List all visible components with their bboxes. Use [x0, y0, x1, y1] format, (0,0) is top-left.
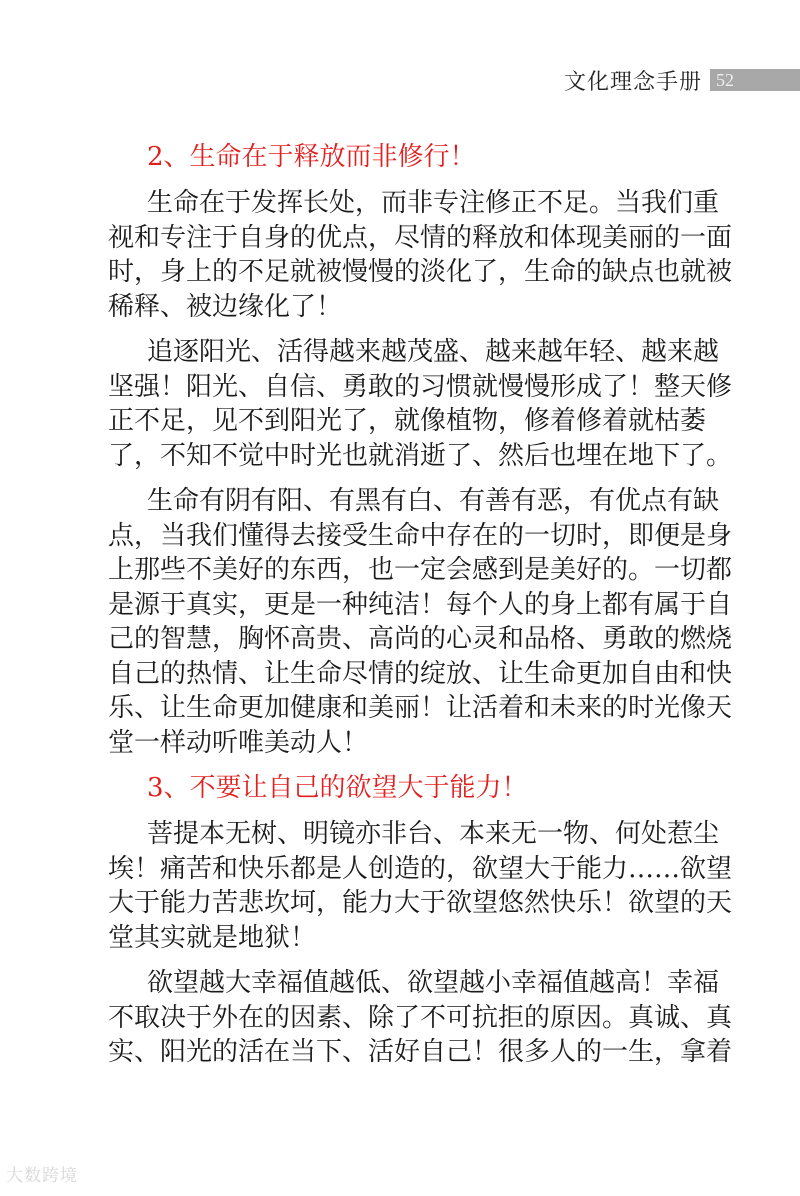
paragraph	[108, 186, 733, 324]
text-line: 追逐阳光、活得越来越茂盛、越来越年轻、越来越	[147, 337, 720, 367]
text-line: 稀释、被边缘化了！	[108, 291, 343, 322]
text-line: 上那些不美好的东西，也一定会感到是美好的。一切都	[108, 555, 733, 585]
text-line: 己的智慧，胸怀高贵、高尚的心灵和品格、勇敢的燃烧	[108, 624, 733, 654]
text-line: 欲望越大幸福值越低、欲望越小幸福值越高！幸福	[147, 968, 720, 998]
book-title: 文化理念手册	[563, 69, 702, 95]
text-line: 正不足，见不到阳光了，就像植物，修着修着就枯萎	[108, 406, 707, 436]
section-heading: 3、不要让自己的欲望大于能力！	[147, 773, 528, 803]
text-line: 乐、让生命更加健康和美丽！让活着和未来的时光像天	[108, 693, 733, 723]
watermark: 大数跨境	[6, 1166, 78, 1186]
page-content	[108, 140, 733, 1081]
text-line: 菩提本无树、明镜亦非台、本来无一物、何处惹尘	[147, 819, 720, 849]
text-line: 坚强！阳光、自信、勇敢的习惯就慢慢形成了！整天修	[108, 371, 733, 402]
text-line: 堂一样动听唯美动人！	[108, 727, 369, 758]
text-line: 生命有阴有阳、有黑有白、有善有恶，有优点有缺	[147, 486, 720, 516]
paragraph	[108, 484, 733, 760]
text-line: 不取决于外在的因素、除了不可抗拒的原因。真诚、真	[108, 1002, 733, 1033]
text-line: 了，不知不觉中时光也就消逝了、然后也埋在地下了。	[108, 440, 733, 471]
text-line: 是源于真实，更是一种纯洁！每个人的身上都有属于自	[108, 589, 733, 620]
text-line: 时，身上的不足就被慢慢的淡化了，生命的缺点也就被	[108, 257, 733, 287]
text-line: 实、阳光的活在当下、活好自己！很多人的一生，拿着	[108, 1037, 733, 1067]
text-line: 视和专注于自身的优点，尽情的释放和体现美丽的一面	[108, 222, 733, 253]
paragraph	[108, 966, 733, 1070]
paragraph	[108, 335, 733, 473]
section-heading: 2、生命在于释放而非修行！	[147, 142, 476, 172]
text-line: 生命在于发挥长处，而非专注修正不足。当我们重	[147, 188, 720, 218]
paragraph	[108, 817, 733, 955]
page-number: 52	[710, 69, 800, 91]
text-line: 自己的热情、让生命尽情的绽放、让生命更加自由和快	[108, 658, 733, 689]
text-line: 点，当我们懂得去接受生命中存在的一切时，即便是身	[108, 520, 733, 551]
text-line: 埃！痛苦和快乐都是人创造的，欲望大于能力……欲望	[108, 853, 733, 884]
text-line: 大于能力苦悲坎坷，能力大于欲望悠然快乐！欲望的天	[108, 888, 733, 918]
running-header	[564, 66, 800, 94]
text-line: 堂其实就是地狱！	[108, 922, 317, 953]
